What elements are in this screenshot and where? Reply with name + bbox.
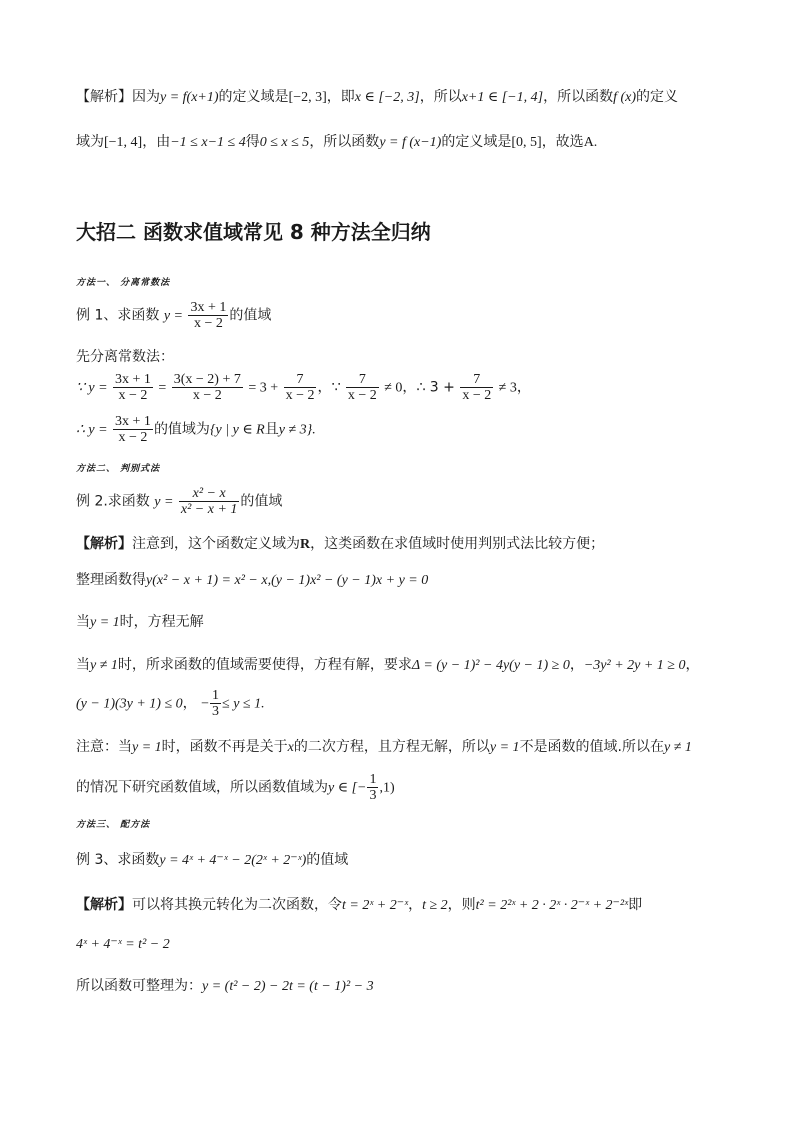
text: 的定义域是	[441, 134, 512, 150]
math: (y − 1)(3y + 1) ≤ 0	[76, 696, 183, 712]
math: ≤ y ≤ 1.	[222, 696, 265, 712]
text: ，	[516, 379, 531, 396]
math: Δ = (y − 1)² − 4y(y − 1) ≥ 0	[411, 658, 570, 673]
text: ，故选	[541, 134, 584, 150]
fraction: $\frac{1}{3}$	[369, 772, 377, 803]
math: y ∈ [−	[328, 780, 367, 796]
math: A.	[583, 135, 598, 150]
fraction: $\frac{3x + 1}{x - 2}$	[115, 372, 151, 403]
text: 注意：当	[76, 739, 132, 755]
math: y =	[163, 308, 183, 324]
example-2-range	[76, 688, 265, 719]
math: ∵ y =	[76, 380, 108, 396]
text: 当	[76, 657, 90, 673]
text: 的值域	[229, 307, 272, 324]
math: 0 ≤ x ≤ 5	[259, 135, 310, 150]
solution-label: 【解析】因为	[76, 89, 160, 105]
text: 时，所求函数的值域需要使得，方程有解，要求	[117, 657, 412, 673]
math: y = (t² − 2) − 2t = (t − 1)² − 3	[202, 979, 374, 994]
math: y(x² − x + 1) = x² − x,(y − 1)x² − (y − 1)x + y = 0	[146, 573, 429, 588]
text: 即	[628, 897, 643, 913]
math: t = 2ˣ + 2⁻ˣ	[342, 898, 409, 913]
math: R	[300, 537, 311, 552]
method-1-result	[76, 414, 316, 445]
math: =	[158, 380, 167, 396]
example-3	[76, 849, 348, 869]
math: y = 1	[489, 740, 520, 755]
math: ≠ 0	[384, 380, 403, 396]
math: y = 4ˣ + 4⁻ˣ − 2(2ˣ + 2⁻ˣ)	[159, 853, 307, 868]
math: 4ˣ + 4⁻ˣ = t² − 2	[76, 937, 170, 952]
math: y =	[154, 494, 174, 510]
math: y = 1	[132, 740, 162, 755]
text: 例 1、求函数	[76, 307, 160, 324]
fraction: $\frac{7}{x - 2}$	[462, 372, 492, 403]
text: 整理函数得	[76, 572, 146, 588]
math: [−1, 4]	[104, 135, 143, 150]
text: 得	[245, 134, 260, 150]
example-2-note-2	[76, 772, 395, 803]
solution-label: 【解析】	[76, 536, 132, 552]
text: 注意到，这个函数定义域为	[132, 536, 300, 552]
example-3-final	[76, 975, 374, 995]
math: [0, 5]	[511, 135, 542, 150]
math: −	[201, 696, 210, 712]
math: x ∈ [−2, 3]	[354, 90, 420, 105]
text: ，	[408, 897, 423, 913]
example-2	[76, 486, 282, 517]
fraction: $\frac{3x + 1}{x - 2}$	[190, 300, 227, 331]
text: 的二次方程，且方程无解，所以	[293, 739, 490, 755]
text: 时，函数不再是关于	[161, 739, 288, 755]
method-2-title: 方法二、 判别式法	[76, 464, 161, 474]
text: ，所以	[419, 89, 462, 105]
text: ，则	[447, 897, 476, 913]
math: −3y² + 2y + 1 ≥ 0	[583, 658, 686, 673]
example-2-note-1	[76, 736, 692, 756]
text: 的值域	[240, 493, 283, 510]
text: 且	[264, 421, 279, 438]
math: y = f (x−1)	[379, 135, 442, 150]
math: ∴ y =	[76, 422, 108, 438]
math: y ≠ 1	[90, 658, 118, 673]
text: ，	[569, 657, 584, 673]
text: ，	[182, 695, 197, 712]
fraction: $\frac{3(x - 2) + 7}{x - 2}$	[173, 372, 241, 403]
text: 时，方程无解	[119, 614, 204, 630]
text: ，这类函数在求值域时使用判别式法比较方便；	[310, 536, 605, 552]
math: y = f(x+1)	[160, 90, 219, 105]
example-2-arrange	[76, 569, 428, 589]
math: y ≠ 1	[664, 740, 692, 755]
solution-label: 【解析】	[76, 897, 132, 913]
text: 域为	[76, 134, 104, 150]
example-3-solution	[76, 894, 642, 914]
example-2-case-1	[76, 611, 204, 631]
text: 例 3、求函数	[76, 852, 160, 868]
text: 当	[76, 614, 90, 630]
text: ，∵	[317, 379, 341, 396]
text: 所以函数可整理为：	[76, 978, 202, 994]
prev-solution-line-2	[76, 131, 597, 151]
math: = 3 +	[248, 380, 279, 396]
example-3-line-2	[76, 936, 170, 953]
method-1-steps	[76, 372, 531, 403]
method-1-title: 方法一、 分离常数法	[76, 278, 171, 288]
fraction: $\frac{7}{x - 2}$	[285, 372, 315, 403]
prev-solution-line-1	[76, 86, 678, 106]
text: ，	[685, 657, 700, 673]
math: [−2, 3]	[288, 90, 327, 105]
text: ，即	[326, 89, 355, 105]
example-1	[76, 300, 271, 331]
text: 的定义域是	[218, 89, 289, 105]
text: ，所以函数	[543, 89, 614, 105]
fraction: $\frac{7}{x - 2}$	[347, 372, 377, 403]
example-2-solution	[76, 533, 604, 553]
text: 的情况下研究函数值域，所以函数值域为	[76, 779, 328, 796]
fraction: $\frac{\text{x² − x}}{\text{x² − x + 1}}$	[180, 486, 238, 517]
text: 的值域为	[153, 421, 210, 438]
text: ，由	[142, 134, 171, 150]
text: 的值域	[306, 852, 349, 868]
method-3-title: 方法三、 配方法	[76, 820, 151, 830]
text: 不是函数的值域.所以在	[519, 739, 665, 755]
example-2-case-2	[76, 654, 700, 674]
math: {y | y ∈ R	[209, 422, 265, 438]
method-1-intro: 先分离常数法：	[76, 349, 174, 365]
fraction: $\frac{1}{3}$	[212, 688, 220, 719]
math: ≠ 3	[498, 380, 517, 396]
math: t² = 2²ˣ + 2 · 2ˣ · 2⁻ˣ + 2⁻²ˣ	[475, 898, 629, 913]
text: ，所以函数	[309, 134, 380, 150]
text: 的定义	[636, 89, 679, 105]
math: f (x)	[613, 90, 637, 105]
math: x	[287, 740, 294, 755]
math: y ≠ 3}.	[278, 422, 316, 438]
math: −1 ≤ x−1 ≤ 4	[170, 135, 246, 150]
text: 可以将其换元转化为二次函数，令	[132, 897, 342, 913]
math: y = 1	[90, 615, 120, 630]
math: ,1)	[379, 780, 395, 796]
text: ，∴ 3 +	[402, 379, 455, 396]
text: 例 2.求函数	[76, 493, 150, 510]
math: x+1 ∈ [−1, 4]	[461, 90, 544, 105]
math: t ≥ 2	[422, 898, 448, 913]
section-heading: 大招二 函数求值域常见 8 种方法全归纳	[76, 220, 431, 244]
fraction: $\frac{3x + 1}{x - 2}$	[115, 414, 151, 445]
